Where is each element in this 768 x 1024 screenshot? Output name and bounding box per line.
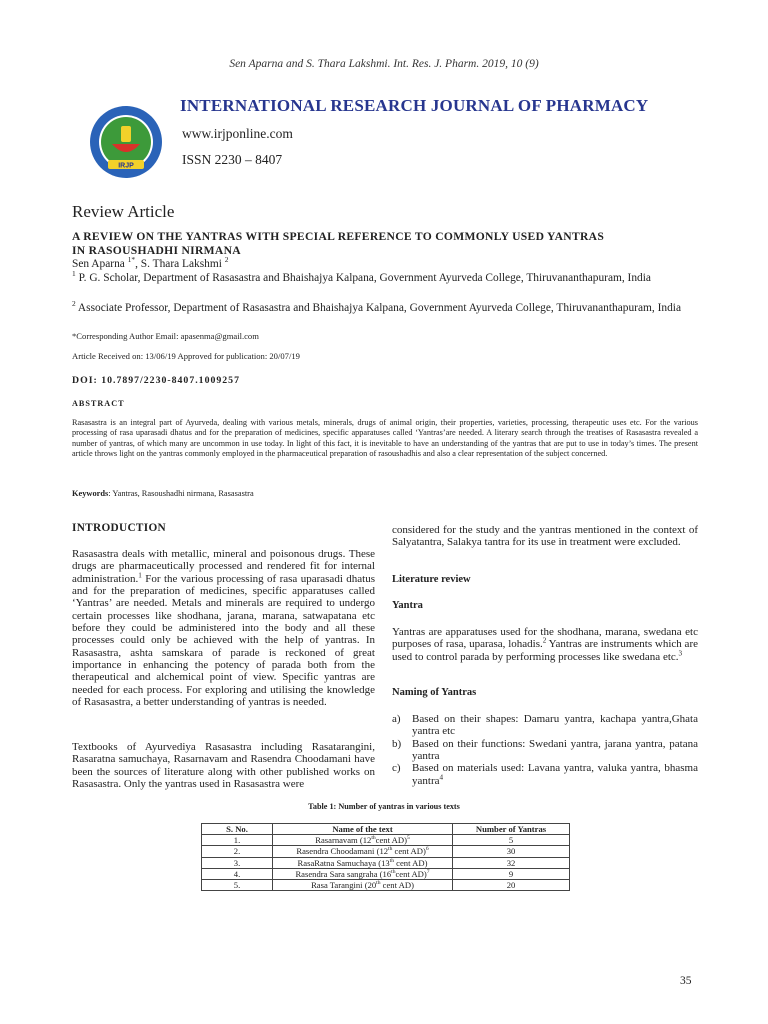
cell-text-name: Rasa Tarangini (20th cent AD) [273,880,453,891]
cell-count: 32 [453,857,570,868]
yantra-count-table [201,823,570,891]
title-line-2: IN RASOUSHADHI NIRMANA [72,244,241,257]
title-line-1: A REVIEW ON THE YANTRAS WITH SPECIAL REFERENCE TO COMMONLY USED YANTRAS [72,230,605,243]
cell-sno: 5. [202,880,273,891]
citation-sup: 4 [439,773,444,782]
intro-heading: INTRODUCTION [72,522,166,534]
table-caption: Table 1: Number of yantras in various texts [308,802,460,811]
page-number: 35 [680,975,692,987]
naming-list [392,713,698,787]
table-row [202,857,570,868]
list-text: Based on materials used: Lavana yantra, valuka yantra, bhasma yantra [412,762,698,787]
cell-text-name: Rasendra Choodamani (12th cent AD)$^6$ [273,846,453,857]
affiliation-text: P. G. Scholar, Department of Rasasastra and Bhaishajya Kalpana, Government Ayurveda College, Thiruvananthapuram, India [78,272,651,284]
journal-issn: ISSN 2230 – 8407 [182,152,283,167]
author-sup: 2 [224,255,229,265]
keywords [72,489,254,498]
received-dates: Article Received on: 13/06/19 Approved for publication: 20/07/19 [72,351,300,361]
intro-paragraph-2-continued: considered for the study and the yantras mentioned in the context of Salyatantra, Salakya tantra for its use in treatment were excluded. [392,524,698,549]
article-title [72,230,702,258]
author-list [72,255,229,270]
cell-text-name: RasaRatna Samuchaya (13th cent AD) [273,857,453,868]
journal-url[interactable]: www.irjponline.com [182,126,293,141]
table-row [202,868,570,879]
table-row [202,880,570,891]
doi[interactable]: DOI: 10.7897/2230-8407.1009257 [72,375,240,386]
list-label: c) [392,762,401,775]
citation-sup: 1 [138,571,142,580]
naming-heading: Naming of Yantras [392,687,477,698]
logo-text: IRJP [118,162,134,170]
abstract-text: Rasasastra is an integral part of Ayurveda, dealing with various metals, minerals, drugs of animal origin, their properties, varieties, processing, therapeutic uses etc. For the various processing of rasa uparasadi dhatus and for the preparation of medicines, specific apparatuses called ‘Yantras’are needed. A literary search through the treatises of Rasasastra revealed a number of yantras, of which many are uncommon in use today. In light of this fact, it is inevitable to have an understanding of the yantras that are put to use in today’s times. The present article throws light on the yantras commonly employed in the pharmaceutical preparation of rasoushadhis and also a clear representation of the subject concerned. [72,418,698,458]
cell-count: 20 [453,880,570,891]
list-label: b) [392,737,402,750]
citation-sup: 2 [542,636,547,645]
list-item [392,738,698,763]
journal-title: INTERNATIONAL RESEARCH JOURNAL OF PHARMACY [180,96,649,115]
list-item [392,713,698,738]
cell-count: 30 [453,846,570,857]
corresponding-author: *Corresponding Author Email: apasenma@gmail.com [72,331,259,341]
keywords-text: : Yantras, Rasoushadhi nirmana, Rasasastra [108,489,254,498]
affiliation-num: 2 [72,299,76,309]
intro-paragraph-2: Textbooks of Ayurvediya Rasasastra including Rasatarangini, Rasaratna samuchaya, Rasarnavam and Rasendra Choodamani have been the sources of literature along with other published works on Rasasastra. Only the yantras used in Rasasastra were [72,741,375,791]
yantra-heading: Yantra [392,600,423,611]
citation-sup: 3 [678,649,683,658]
cell-count: 5 [453,835,570,846]
author-name: S. Thara Lakshmi [140,258,222,270]
intro-p1-text: Rasasastra deals with metallic, mineral and poisonous drugs. These drugs are pharmaceutically processed and rendered fit for internal administration. [72,548,375,585]
abstract-heading: ABSTRACT [72,399,125,408]
author-separator: , [135,258,141,270]
affiliation-2 [72,299,698,315]
article-type: Review Article [72,202,175,221]
list-item [392,762,698,787]
cell-sno: 2. [202,846,273,857]
table-row [202,846,570,857]
affiliation-num: 1 [72,269,76,279]
column-header: S. No. [202,824,273,835]
table-header-row [202,824,570,835]
yantra-paragraph [392,626,698,663]
cell-text-name: Rasarnavam (12thcent AD)$^5$ [273,835,453,846]
cell-count: 9 [453,868,570,879]
intro-paragraph-1 [72,548,375,708]
list-text: Based on their shapes: Damaru yantra, kachapa yantra,Ghata yantra etc [412,713,698,738]
affiliation-text: Associate Professor, Department of Rasasastra and Bhaishajya Kalpana, Government Ayurveda College, Thiruvananthapuram, India [77,302,681,314]
cell-sno: 4. [202,868,273,879]
list-label: a) [392,713,401,725]
intro-p1-text: For the various processing of rasa uparasadi dhatus and for the preparation of medicines, specific apparatuses called ‘Yantras’ are needed. Metals and minerals are required to undergo certain processes like shodhana, jarana, marana, satwapatana etc before they could be administered into the body and all these processes could only be achieved with the help of yantras. In Rasasastra, ashta samskara of parade is reckoned of great importance in enhancing the potency of parada both from the therapeutical and alchemical point of view. Specific yantras are needed for each process. For exploring and utilising the knowledge of Rasasastra, a better understanding of yantras is needed. [72,572,375,709]
keywords-label: Keywords [72,489,109,498]
table-row [202,835,570,846]
cell-sno: 1. [202,835,273,846]
cell-sno: 3. [202,857,273,868]
author-name: Sen Aparna [72,258,125,270]
affiliation-1 [72,269,698,285]
yantra-text: Yantras are apparatuses used for the shodhana, marana, swedana etc purposes of rasa, uparasa, lohadis. [392,626,698,651]
author-sup: 1* [127,255,136,265]
literature-review-heading: Literature review [392,574,471,585]
column-header: Name of the text [273,824,453,835]
cell-text-name: Rasendra Sara sangraha (16thcent AD)$^7$ [273,868,453,879]
journal-logo [88,104,164,180]
list-text: Based on their functions: Swedani yantra, jarana yantra, patana yantra [412,737,698,763]
column-header: Number of Yantras [453,824,570,835]
running-head: Sen Aparna and S. Thara Lakshmi. Int. Res. J. Pharm. 2019, 10 (9) [229,58,539,70]
yantra-text: Yantras are instruments which are used to control parada by performing processes like swedana etc. [392,638,698,663]
